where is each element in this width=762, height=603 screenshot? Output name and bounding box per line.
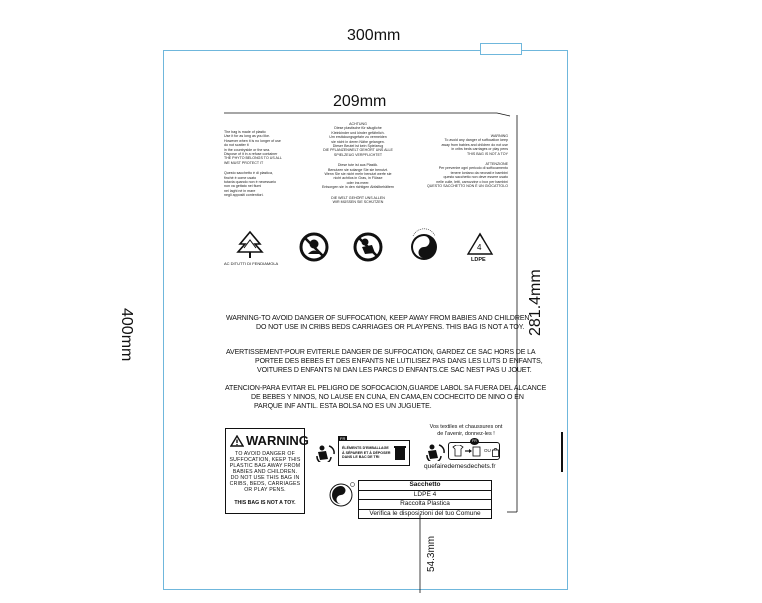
- width-inner-line: [220, 100, 520, 120]
- fr-badge: FR: [340, 436, 346, 441]
- table-row-collection: Raccolta Plastica: [359, 500, 491, 510]
- bag-icon: [492, 447, 499, 457]
- dimension-width-outer: 300mm: [347, 27, 401, 44]
- triman-textile-icon: [424, 441, 446, 461]
- warning-es-line-2: DE BEBES Y NINOS, NO LAUSE EN CUNA, EN CAMA,EN COCHECITO DE NINO O EN: [251, 394, 524, 401]
- fr-circle-badge: FR: [470, 438, 479, 445]
- no-child-icon: [353, 232, 383, 262]
- sorting-bin-icon: [394, 445, 406, 461]
- green-dot-icon: [408, 226, 440, 262]
- warning-box-title: WARNING: [246, 433, 309, 448]
- dimension-height-outer: 400mm: [118, 308, 135, 362]
- small-text-column-2: ACHTUNG Diese plastische für säugliche Kleinkinder und kinder gefährlich. Um erstickungsgefahr zu vermeiden sie nicht in deren Nähe gelangen. Dieser Beutel ist kein Spielzeug DIE PFLANZENWELT GEHÖRT UNS ALLE SPIELZEUG VERPFLICHTET Diese tute ist aus Plastik. Benutzen sie solange Sie sie benutzt. Wenn Sie sie nicht mehr benutzt werfe sie nicht achtlos in Gras, in Flüsse oder ins meer. Entsorgen sie in den richtigen Abfallbehältern DIE WELT GEHÖRT UNS ALLEN WIR MÜSSEN SIE SCHÜTZEN: [321, 122, 395, 205]
- warning-triangle-icon: [230, 435, 244, 447]
- warning-fr-line-1: AVERTISSEMENT-POUR EVITERLE DANGER DE SUFFOCATION, GARDEZ CE SAC HORS DE LA: [226, 349, 536, 356]
- small-text-column-1: The bag is made of plastic Use it for as long as you like. However when it is no longer of use do not scatter it in the countryside or the sea. Dispose of it in a refuse container THE PHYTO BELONGS TO US ALL WE MUST PROTECT IT Questo sacchetto è di plastica, finché è come usato tutavia quando non è necessario non va gettato nei fiumi nei laghi né in mare negli appositi contenitori.: [224, 130, 282, 198]
- warning-es-line-1: ATENCION-PARA EVITAR EL PELIGRO DE SOFOCACION,GUARDE LABOL SA FUERA DEL ALCANCE: [225, 385, 547, 392]
- bag-handle-tab: [480, 43, 522, 55]
- tree-icon: [234, 230, 266, 260]
- triman-icon: [314, 442, 336, 462]
- dimension-height-inner: 281.4mm: [527, 269, 544, 336]
- side-mark: [561, 432, 563, 472]
- triman-packaging-panel: [338, 436, 410, 466]
- textile-prompt: Vos textiles et chaussures ont de l'avenir, donnez-les !: [429, 424, 503, 437]
- warning-en-line-1: WARNING-TO AVOID DANGER OF SUFFOCATION, KEEP AWAY FROM BABIES AND CHILDREN: [226, 315, 530, 322]
- warning-box-footer: THIS BAG IS NOT A TOY.: [234, 500, 296, 506]
- warning-fr-line-2: PORTEE DES BEBES ET DES ENFANTS NE LUTILISEZ PAS DANS LES LUTS D ENFANTS,: [255, 358, 543, 365]
- dimension-width-inner: 209mm: [333, 93, 387, 110]
- warning-fr-line-3: VOITURES D ENFANTS NI DAN LES PARCS D ENFANTS.CE SAC NEST PAS U JOUET.: [257, 367, 532, 374]
- warning-es-line-3: PARQUE INF ANTIL. ESTA BOLSA NO ES UN JUGUETE.: [254, 403, 432, 410]
- shirt-to-bin-icon: [452, 445, 482, 457]
- table-row-material: LDPE 4: [359, 491, 491, 501]
- table-row-instructions: Verifica le disposizioni del tuo Comune: [369, 509, 481, 517]
- dimension-bottom-gap: 54.3mm: [426, 535, 437, 572]
- warning-box-text: TO AVOID DANGER OF SUFFOCATION, KEEP THIS PLASTIC BAG AWAY FROM BABIES AND CHILDREN. DO NOT USE THIS BAG IN CRIBS, BEDS, CARRIAGES OR PLAY PENS.: [229, 451, 301, 493]
- green-dot-small-icon: [329, 482, 355, 508]
- warning-en-line-2: DO NOT USE IN CRIBS BEDS CARRIAGES OR PLAYPENS. THIS BAG IS NOT A TOY.: [256, 324, 525, 331]
- ou-label: OU: [484, 448, 491, 453]
- table-row-bag: Sacchetto: [359, 481, 491, 491]
- textile-panel: [448, 439, 500, 460]
- recycling-table: [358, 480, 492, 519]
- no-baby-icon: [299, 232, 329, 262]
- small-text-column-3: WARNING To avoid any danger of suffocation keep away from babies and children do not use in cribs beds carriages or play pens THIS BAG IS NOT A TOY ATTENZIONE Per prevenire ogni pericolo di soffocamento tenere lontano da neonati e bambini questo sacchetto non deve essere usato nelle culle, letti, carrozzine o box per bambini QUESTO SACCHETTO NON È UN GIOCATTOLO: [426, 134, 508, 189]
- recycle-number: 4: [477, 243, 482, 252]
- warning-box: [225, 428, 309, 514]
- website-link[interactable]: quefairedemesdechets.fr: [424, 463, 496, 470]
- triman-panel-text: ÉLÉMENTS D'EMBALLAGE À SÉPARER ET À DÉPOSER DANS LE BAC DE TRI: [342, 446, 391, 460]
- recycle-label: LDPE: [471, 257, 486, 263]
- tree-caption: AC DITUTTI DI FENDIAMOLA: [224, 261, 279, 266]
